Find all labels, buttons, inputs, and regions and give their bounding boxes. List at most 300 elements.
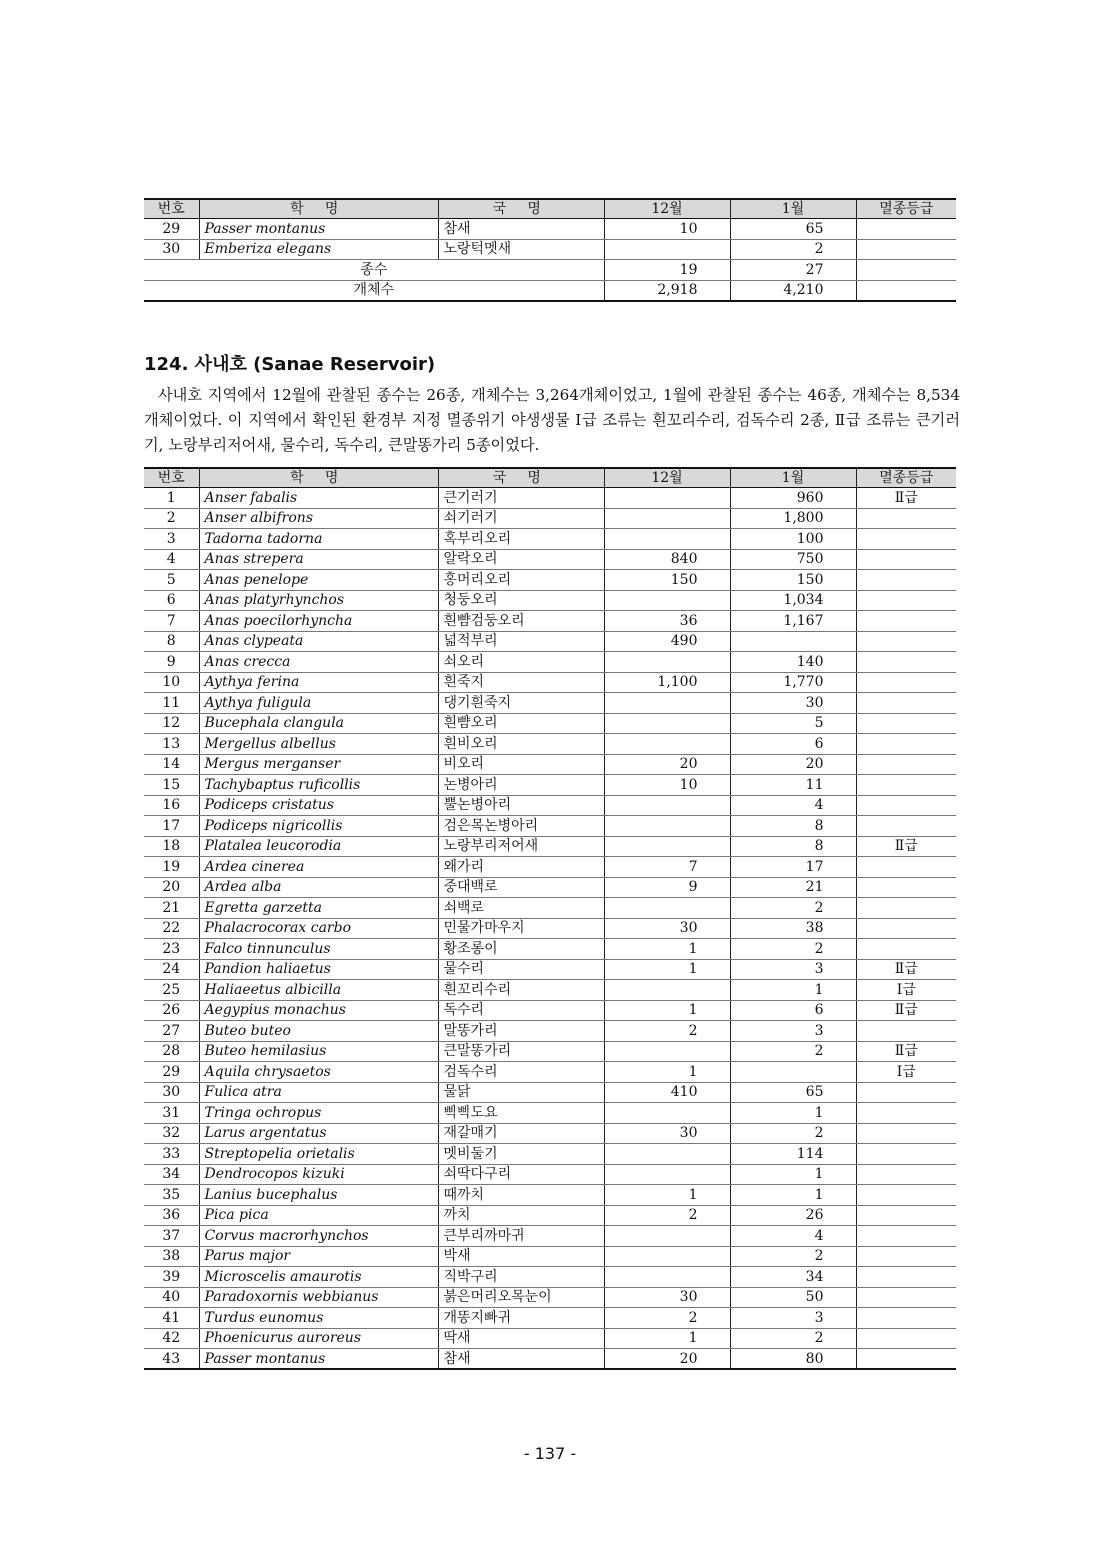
row-scientific-name: Lanius bucephalus	[199, 1185, 438, 1206]
row-december: 1	[604, 1185, 730, 1206]
row-scientific-name: Phalacrocorax carbo	[199, 918, 438, 939]
row-grade	[856, 857, 956, 878]
row-december: 20	[604, 1349, 730, 1370]
header-no: 번호	[144, 199, 199, 219]
header-scientific-name: 학 명	[199, 199, 438, 219]
row-december	[604, 1103, 730, 1124]
row-december: 1	[604, 939, 730, 960]
row-no: 7	[144, 611, 199, 632]
row-korean-name: 쇠오리	[438, 652, 604, 673]
row-grade	[856, 877, 956, 898]
row-grade	[856, 1287, 956, 1308]
row-korean-name: 댕기흰죽지	[438, 693, 604, 714]
row-no: 29	[144, 219, 199, 240]
row-korean-name: 검은목논병아리	[438, 816, 604, 837]
table-row	[144, 549, 956, 570]
row-december: 30	[604, 1123, 730, 1144]
row-grade	[856, 611, 956, 632]
row-scientific-name: Anas crecca	[199, 652, 438, 673]
row-scientific-name: Anas platyrhynchos	[199, 590, 438, 611]
table-row	[144, 959, 956, 980]
table-row	[144, 877, 956, 898]
row-scientific-name: Pandion haliaetus	[199, 959, 438, 980]
table-row	[144, 1267, 956, 1288]
table-row	[144, 570, 956, 591]
row-no: 20	[144, 877, 199, 898]
row-january: 5	[730, 713, 856, 734]
row-grade: Ⅱ급	[856, 836, 956, 857]
row-no: 19	[144, 857, 199, 878]
row-january: 65	[730, 1082, 856, 1103]
row-korean-name: 홍머리오리	[438, 570, 604, 591]
table-row	[144, 672, 956, 693]
row-december: 10	[604, 219, 730, 240]
row-grade	[856, 939, 956, 960]
row-december	[604, 980, 730, 1001]
header-korean-name: 국 명	[438, 199, 604, 219]
header-scientific-name: 학 명	[199, 468, 438, 488]
row-grade	[856, 590, 956, 611]
species-count-january: 27	[730, 260, 856, 281]
row-grade	[856, 918, 956, 939]
row-scientific-name: Buteo buteo	[199, 1021, 438, 1042]
row-grade	[856, 693, 956, 714]
row-december: 1	[604, 1062, 730, 1083]
row-january: 8	[730, 816, 856, 837]
row-no: 41	[144, 1308, 199, 1329]
table-row	[144, 1185, 956, 1206]
table-row	[144, 898, 956, 919]
species-count-row	[144, 260, 956, 281]
row-scientific-name: Dendrocopos kizuki	[199, 1164, 438, 1185]
row-korean-name: 물닭	[438, 1082, 604, 1103]
row-no: 15	[144, 775, 199, 796]
row-scientific-name: Turdus eunomus	[199, 1308, 438, 1329]
header-december: 12월	[604, 199, 730, 219]
row-korean-name: 노랑턱멧새	[438, 239, 604, 260]
row-korean-name: 물수리	[438, 959, 604, 980]
row-no: 12	[144, 713, 199, 734]
row-january: 140	[730, 652, 856, 673]
row-scientific-name: Egretta garzetta	[199, 898, 438, 919]
row-january: 65	[730, 219, 856, 240]
row-scientific-name: Tadorna tadorna	[199, 529, 438, 550]
row-january	[730, 1062, 856, 1083]
header-endangered-grade: 멸종등급	[856, 468, 956, 488]
row-no: 35	[144, 1185, 199, 1206]
row-grade	[856, 239, 956, 260]
table-row	[144, 1349, 956, 1370]
page-number: - 137 -	[523, 1444, 577, 1463]
table-row	[144, 1144, 956, 1165]
row-no: 28	[144, 1041, 199, 1062]
table-row	[144, 939, 956, 960]
species-table	[144, 467, 956, 1370]
table-row	[144, 836, 956, 857]
row-scientific-name: Anas clypeata	[199, 631, 438, 652]
row-december: 10	[604, 775, 730, 796]
row-no: 36	[144, 1205, 199, 1226]
row-korean-name: 논병아리	[438, 775, 604, 796]
row-december	[604, 795, 730, 816]
row-scientific-name: Bucephala clangula	[199, 713, 438, 734]
row-no: 10	[144, 672, 199, 693]
row-korean-name: 멧비둘기	[438, 1144, 604, 1165]
table-row	[144, 693, 956, 714]
row-january: 2	[730, 1328, 856, 1349]
row-december	[604, 1164, 730, 1185]
row-december	[604, 898, 730, 919]
row-grade	[856, 1328, 956, 1349]
individual-count-grade	[856, 280, 956, 301]
row-korean-name: 때까치	[438, 1185, 604, 1206]
table-row	[144, 980, 956, 1001]
row-no: 32	[144, 1123, 199, 1144]
row-no: 26	[144, 1000, 199, 1021]
row-no: 27	[144, 1021, 199, 1042]
table-row	[144, 1062, 956, 1083]
row-december: 150	[604, 570, 730, 591]
row-grade	[856, 549, 956, 570]
row-grade	[856, 652, 956, 673]
row-korean-name: 딱새	[438, 1328, 604, 1349]
row-january: 100	[730, 529, 856, 550]
section-title: 124. 사내호 (Sanae Reservoir)	[144, 354, 436, 375]
row-january: 2	[730, 1246, 856, 1267]
row-scientific-name: Microscelis amaurotis	[199, 1267, 438, 1288]
row-scientific-name: Ardea cinerea	[199, 857, 438, 878]
row-december	[604, 1246, 730, 1267]
row-grade	[856, 795, 956, 816]
row-korean-name: 왜가리	[438, 857, 604, 878]
row-december	[604, 734, 730, 755]
row-january: 750	[730, 549, 856, 570]
row-no: 17	[144, 816, 199, 837]
row-no: 1	[144, 488, 199, 509]
row-january: 2	[730, 239, 856, 260]
row-december	[604, 816, 730, 837]
row-korean-name: 참새	[438, 1349, 604, 1370]
row-january	[730, 631, 856, 652]
row-december: 1	[604, 1328, 730, 1349]
row-no: 34	[144, 1164, 199, 1185]
row-january: 1	[730, 1103, 856, 1124]
section-body: 사내호 지역에서 12월에 관찰된 종수는 26종, 개체수는 3,264개체이었고, 1월에 관찰된 종수는 46종, 개체수는 8,534개체이었다. 이 지역에서 확인된 환경부 지정 멸종위기 야생생물 Ⅰ급 조류는 흰꼬리수리, 검독수리 2종, Ⅱ급 조류는 큰기러기, 노랑부리저어새, 물수리, 독수리, 큰말똥가리 5종이었다.	[144, 386, 960, 454]
row-scientific-name: Emberiza elegans	[199, 239, 438, 260]
row-january: 3	[730, 1021, 856, 1042]
row-korean-name: 까치	[438, 1205, 604, 1226]
table-row	[144, 1164, 956, 1185]
table-header-row	[144, 468, 956, 488]
table-row	[144, 508, 956, 529]
row-grade	[856, 529, 956, 550]
row-december: 9	[604, 877, 730, 898]
row-scientific-name: Paradoxornis webbianus	[199, 1287, 438, 1308]
row-korean-name: 청둥오리	[438, 590, 604, 611]
row-january: 1	[730, 1164, 856, 1185]
row-no: 13	[144, 734, 199, 755]
row-december	[604, 1226, 730, 1247]
row-no: 42	[144, 1328, 199, 1349]
table-row	[144, 239, 956, 260]
species-count-label: 종수	[144, 260, 604, 281]
row-december: 30	[604, 1287, 730, 1308]
row-no: 21	[144, 898, 199, 919]
row-korean-name: 말똥가리	[438, 1021, 604, 1042]
row-grade	[856, 1246, 956, 1267]
row-january: 34	[730, 1267, 856, 1288]
row-grade: Ⅰ급	[856, 1062, 956, 1083]
table-row	[144, 1205, 956, 1226]
row-january: 26	[730, 1205, 856, 1226]
table-row	[144, 488, 956, 509]
row-december: 2	[604, 1205, 730, 1226]
table-row	[144, 775, 956, 796]
row-scientific-name: Corvus macrorhynchos	[199, 1226, 438, 1247]
row-korean-name: 큰기러기	[438, 488, 604, 509]
table-row	[144, 1287, 956, 1308]
row-no: 31	[144, 1103, 199, 1124]
row-december: 7	[604, 857, 730, 878]
row-korean-name: 흰죽지	[438, 672, 604, 693]
row-korean-name: 흰꼬리수리	[438, 980, 604, 1001]
row-korean-name: 흰비오리	[438, 734, 604, 755]
row-scientific-name: Larus argentatus	[199, 1123, 438, 1144]
row-january: 960	[730, 488, 856, 509]
row-january: 4	[730, 1226, 856, 1247]
table-row	[144, 1308, 956, 1329]
row-december: 1	[604, 1000, 730, 1021]
row-korean-name: 흰뺨검둥오리	[438, 611, 604, 632]
row-scientific-name: Mergus merganser	[199, 754, 438, 775]
row-december	[604, 1267, 730, 1288]
row-no: 23	[144, 939, 199, 960]
row-scientific-name: Aythya fuligula	[199, 693, 438, 714]
row-january: 4	[730, 795, 856, 816]
row-korean-name: 알락오리	[438, 549, 604, 570]
row-january: 2	[730, 1041, 856, 1062]
species-count-december: 19	[604, 260, 730, 281]
row-grade	[856, 508, 956, 529]
row-december: 490	[604, 631, 730, 652]
row-december: 1	[604, 959, 730, 980]
row-korean-name: 박새	[438, 1246, 604, 1267]
row-scientific-name: Podiceps nigricollis	[199, 816, 438, 837]
row-scientific-name: Fulica atra	[199, 1082, 438, 1103]
row-december	[604, 508, 730, 529]
row-grade	[856, 816, 956, 837]
row-no: 16	[144, 795, 199, 816]
row-december	[604, 590, 730, 611]
row-grade	[856, 713, 956, 734]
table-row	[144, 1246, 956, 1267]
row-scientific-name: Streptopelia orietalis	[199, 1144, 438, 1165]
row-scientific-name: Falco tinnunculus	[199, 939, 438, 960]
row-korean-name: 재갈매기	[438, 1123, 604, 1144]
table-row	[144, 1021, 956, 1042]
row-grade	[856, 775, 956, 796]
row-korean-name: 황조롱이	[438, 939, 604, 960]
row-scientific-name: Ardea alba	[199, 877, 438, 898]
row-grade	[856, 1082, 956, 1103]
table-row	[144, 219, 956, 240]
row-grade: Ⅱ급	[856, 1041, 956, 1062]
row-no: 2	[144, 508, 199, 529]
row-no: 30	[144, 1082, 199, 1103]
table-row	[144, 1000, 956, 1021]
row-january: 1	[730, 980, 856, 1001]
individual-count-label: 개체수	[144, 280, 604, 301]
row-no: 6	[144, 590, 199, 611]
row-korean-name: 독수리	[438, 1000, 604, 1021]
header-korean-name: 국 명	[438, 468, 604, 488]
row-no: 8	[144, 631, 199, 652]
row-grade	[856, 754, 956, 775]
row-january: 150	[730, 570, 856, 591]
table-row	[144, 1041, 956, 1062]
header-december: 12월	[604, 468, 730, 488]
row-grade	[856, 1021, 956, 1042]
row-no: 25	[144, 980, 199, 1001]
row-scientific-name: Anser fabalis	[199, 488, 438, 509]
row-korean-name: 삑삑도요	[438, 1103, 604, 1124]
row-korean-name: 중대백로	[438, 877, 604, 898]
row-grade	[856, 570, 956, 591]
row-korean-name: 참새	[438, 219, 604, 240]
row-january: 114	[730, 1144, 856, 1165]
row-december: 840	[604, 549, 730, 570]
row-january: 6	[730, 1000, 856, 1021]
row-grade	[856, 672, 956, 693]
row-december	[604, 239, 730, 260]
header-endangered-grade: 멸종등급	[856, 199, 956, 219]
row-korean-name: 혹부리오리	[438, 529, 604, 550]
row-grade	[856, 631, 956, 652]
row-scientific-name: Tachybaptus ruficollis	[199, 775, 438, 796]
table-row	[144, 816, 956, 837]
row-grade: Ⅱ급	[856, 488, 956, 509]
row-no: 29	[144, 1062, 199, 1083]
row-grade	[856, 1205, 956, 1226]
row-december: 2	[604, 1021, 730, 1042]
row-january: 6	[730, 734, 856, 755]
row-grade	[856, 219, 956, 240]
row-scientific-name: Aythya ferina	[199, 672, 438, 693]
row-scientific-name: Pica pica	[199, 1205, 438, 1226]
row-no: 39	[144, 1267, 199, 1288]
table-row	[144, 1082, 956, 1103]
row-scientific-name: Anser albifrons	[199, 508, 438, 529]
table-row	[144, 1226, 956, 1247]
table-row	[144, 1123, 956, 1144]
row-grade	[856, 1103, 956, 1124]
table-row	[144, 1103, 956, 1124]
table-row	[144, 529, 956, 550]
row-grade	[856, 1185, 956, 1206]
row-no: 40	[144, 1287, 199, 1308]
row-korean-name: 쇠기러기	[438, 508, 604, 529]
row-grade	[856, 898, 956, 919]
row-grade	[856, 1164, 956, 1185]
row-no: 38	[144, 1246, 199, 1267]
row-january: 3	[730, 1308, 856, 1329]
row-december	[604, 652, 730, 673]
row-grade	[856, 1144, 956, 1165]
row-grade	[856, 1308, 956, 1329]
species-count-grade	[856, 260, 956, 281]
individual-count-row	[144, 280, 956, 301]
row-december: 30	[604, 918, 730, 939]
row-january: 2	[730, 898, 856, 919]
row-korean-name: 쇠딱다구리	[438, 1164, 604, 1185]
row-korean-name: 노랑부리저어새	[438, 836, 604, 857]
row-no: 5	[144, 570, 199, 591]
table-row	[144, 918, 956, 939]
row-january: 3	[730, 959, 856, 980]
row-scientific-name: Mergellus albellus	[199, 734, 438, 755]
row-grade	[856, 1349, 956, 1370]
row-scientific-name: Parus major	[199, 1246, 438, 1267]
table-row	[144, 652, 956, 673]
row-no: 24	[144, 959, 199, 980]
row-scientific-name: Buteo hemilasius	[199, 1041, 438, 1062]
row-december	[604, 1041, 730, 1062]
row-no: 18	[144, 836, 199, 857]
row-december	[604, 488, 730, 509]
row-scientific-name: Podiceps cristatus	[199, 795, 438, 816]
header-january: 1월	[730, 468, 856, 488]
row-january: 1	[730, 1185, 856, 1206]
row-no: 37	[144, 1226, 199, 1247]
row-korean-name: 개똥지빠귀	[438, 1308, 604, 1329]
table-row	[144, 590, 956, 611]
row-grade: Ⅱ급	[856, 959, 956, 980]
row-scientific-name: Passer montanus	[199, 1349, 438, 1370]
row-december	[604, 713, 730, 734]
row-scientific-name: Phoenicurus auroreus	[199, 1328, 438, 1349]
table-header-row	[144, 199, 956, 219]
row-december	[604, 529, 730, 550]
row-december	[604, 693, 730, 714]
row-no: 43	[144, 1349, 199, 1370]
row-grade	[856, 1226, 956, 1247]
row-january: 2	[730, 939, 856, 960]
table-row	[144, 795, 956, 816]
row-scientific-name: Haliaeetus albicilla	[199, 980, 438, 1001]
table-row	[144, 631, 956, 652]
row-december: 2	[604, 1308, 730, 1329]
header-no: 번호	[144, 468, 199, 488]
row-december: 410	[604, 1082, 730, 1103]
header-january: 1월	[730, 199, 856, 219]
row-december: 36	[604, 611, 730, 632]
row-korean-name: 검독수리	[438, 1062, 604, 1083]
row-january: 20	[730, 754, 856, 775]
row-december	[604, 1144, 730, 1165]
row-january: 1,034	[730, 590, 856, 611]
row-january: 11	[730, 775, 856, 796]
row-grade	[856, 1123, 956, 1144]
row-december: 1,100	[604, 672, 730, 693]
row-december	[604, 836, 730, 857]
row-korean-name: 뿔논병아리	[438, 795, 604, 816]
row-december: 20	[604, 754, 730, 775]
row-no: 9	[144, 652, 199, 673]
row-no: 22	[144, 918, 199, 939]
row-january: 2	[730, 1123, 856, 1144]
row-korean-name: 직박구리	[438, 1267, 604, 1288]
row-korean-name: 민물가마우지	[438, 918, 604, 939]
